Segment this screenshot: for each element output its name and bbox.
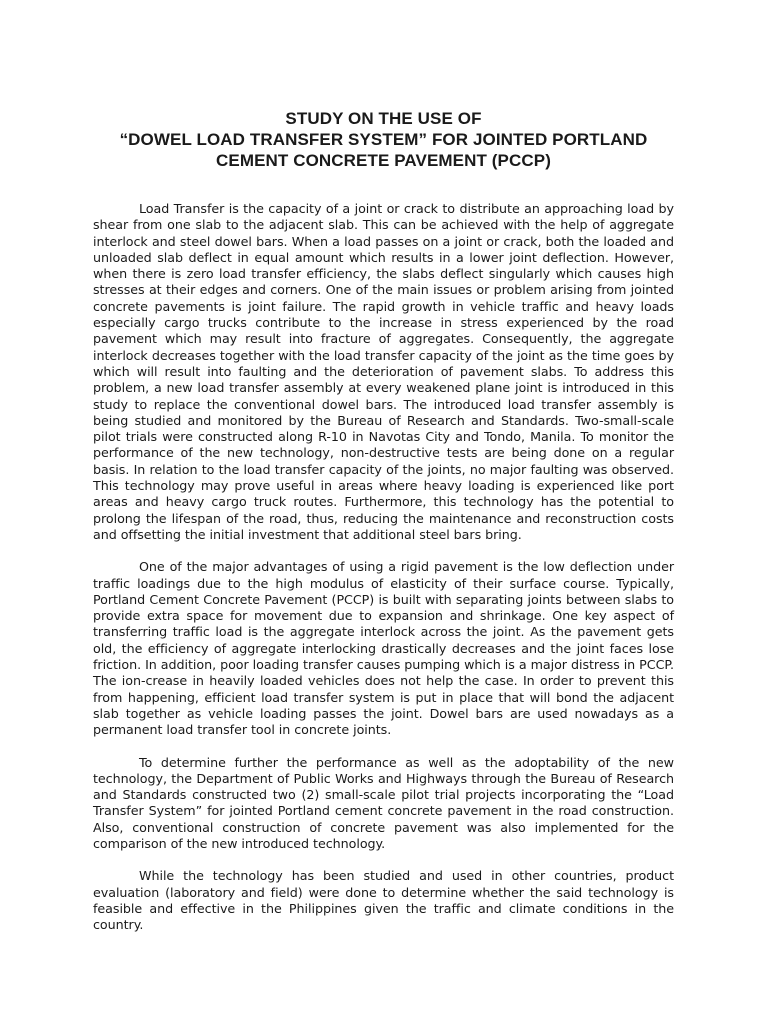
title-line-2: “DOWEL LOAD TRANSFER SYSTEM” FOR JOINTED PORTLAND: [119, 130, 648, 149]
paragraph-load-transfer: Load Transfer is the capacity of a joint or crack to distribute an approaching load by shear from one slab to the adjacent slab. This can be achieved with the help of aggregate interlock and steel dowel bars. When a load passes on a joint or crack, both the loaded and unloaded slab deflect in equal amount which results in a lower joint deflection. However, when there is zero load transfer efficiency, the slabs deflect singularly which causes high stresses at their edges and corners. One of the main issues or problem arising from jointed concrete pavements is joint failure. The rapid growth in vehicle traffic and heavy loads especially cargo trucks contribute to the increase in stress experienced by the road pavement which may result into fracture of aggregates. Consequently, the aggregate interlock decreases together with the load transfer capacity of the joint as the time goes by which will result into faulting and the deterioration of pavement slabs. To address this problem, a new load transfer assembly at every weakened plane joint is introduced in this study to replace the conventional dowel bars. The introduced load transfer assembly is being studied and monitored by the Bureau of Research and Standards. Two-small-scale pilot trials were constructed along R-10 in Navotas City and Tondo, Manila. To monitor the performance of the new technology, non-destructive tests are being done on a regular basis. In relation to the load transfer capacity of the joints, no major faulting was observed. This technology may prove useful in areas where heavy loading is experienced like port areas and heavy cargo truck routes. Furthermore, this technology has the potential to prolong the lifespan of the road, thus, reducing the maintenance and reconstruction costs and offsetting the initial investment that additional steel bars bring.: [93, 201, 674, 542]
paragraph-rigid-pavement: One of the major advantages of using a rigid pavement is the low deflection under traffic loadings due to the high modulus of elasticity of their surface course. Typically, Portland Cement Concrete Pavement (PCCP) is built with separating joints between slabs to provide extra space for movement due to expansion and shrinkage. One key aspect of transferring traffic load is the aggregate interlock across the joint. As the pavement gets old, the efficiency of aggregate interlocking drastically decreases and the joint faces lose friction. In addition, poor loading transfer causes pumping which is a major distress in PCCP. The ion-crease in heavily loaded vehicles does not help the case. In order to prevent this from happening, efficient load transfer system is put in place that will bond the adjacent slab together as vehicle loading passes the joint. Dowel bars are used nowadays as a permanent load transfer tool in concrete joints.: [93, 559, 674, 738]
title-line-3: CEMENT CONCRETE PAVEMENT (PCCP): [216, 151, 551, 170]
document-title: [93, 108, 674, 171]
paragraph-performance: To determine further the performance as well as the adoptability of the new technology, the Department of Public Works and Highways through the Bureau of Research and Standards constructed two (2) small-scale pilot trial projects incorporating the “Load Transfer System” for jointed Portland cement concrete pavement in the road construction. Also, conventional construction of concrete pavement was also implemented for the comparison of the new introduced technology.: [93, 754, 674, 851]
title-line-1: STUDY ON THE USE OF: [285, 109, 482, 128]
paragraph-evaluation: While the technology has been studied and used in other countries, product evaluation (laboratory and field) were done to determine whether the said technology is feasible and effective in the Philippines given the traffic and climate conditions in the country.: [93, 868, 674, 933]
document-body: [93, 201, 674, 933]
